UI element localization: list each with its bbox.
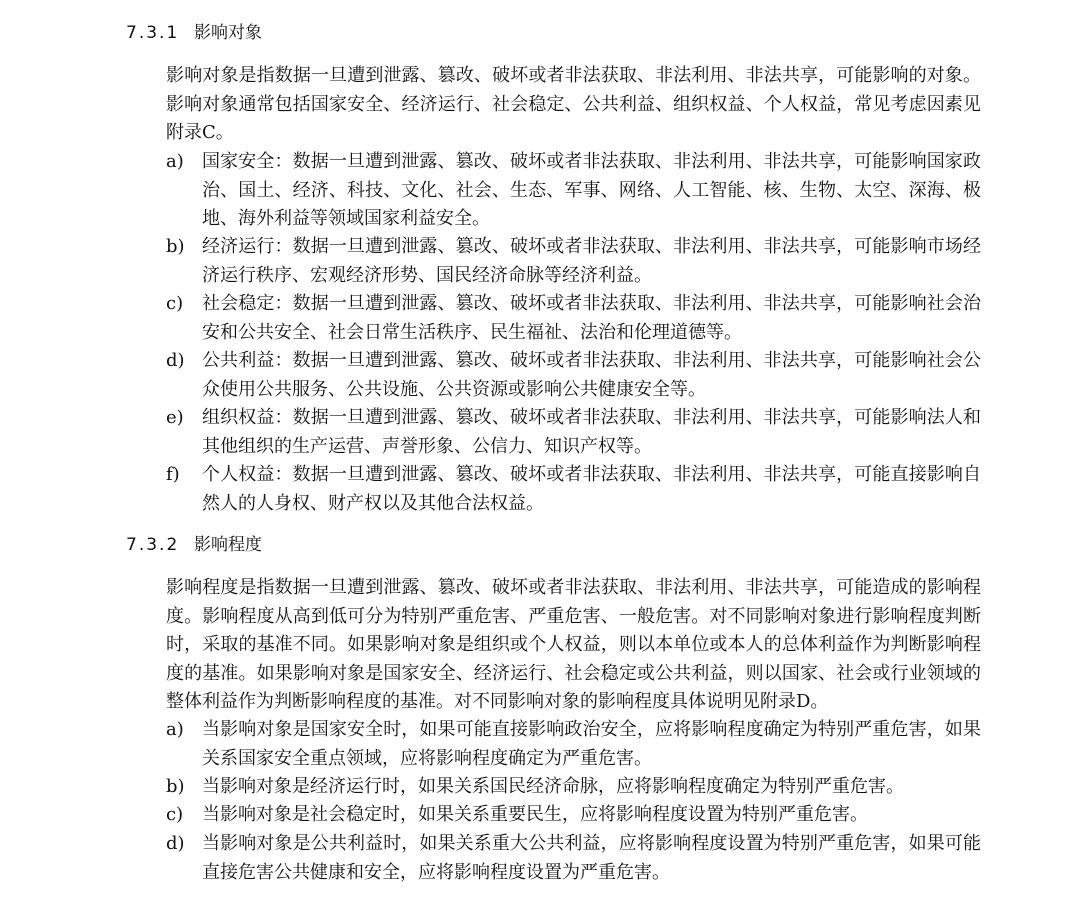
list-item-text: 公共利益：数据一旦遭到泄露、篡改、破坏或者非法获取、非法利用、非法共享，可能影响社会公众使用公共服务、公共设施、公共资源或影响公共健康安全等。: [202, 350, 981, 400]
list-item-text: 当影响对象是公共利益时，如果关系重大公共利益，应将影响程度设置为特别严重危害，如果可能直接危害公共健康和安全，应将影响程度设置为严重危害。: [202, 833, 981, 883]
section-intro-paragraph: [166, 574, 981, 717]
list-item-text: 经济运行：数据一旦遭到泄露、篡改、破坏或者非法获取、非法利用、非法共享，可能影响市场经济运行秩序、宏观经济形势、国民经济命脉等经济利益。: [202, 236, 981, 286]
list-item-text: 组织权益：数据一旦遭到泄露、篡改、破坏或者非法获取、非法利用、非法共享，可能影响法人和其他组织的生产运营、声誉形象、公信力、知识产权等。: [202, 407, 981, 457]
list-marker: a): [166, 151, 184, 172]
list-item: [166, 461, 981, 518]
list-item: [166, 233, 981, 290]
list-item: [166, 290, 981, 347]
list-marker: d): [166, 350, 185, 371]
list-marker: a): [166, 719, 184, 740]
list-marker: d): [166, 833, 185, 854]
section-intro-text: 影响对象是指数据一旦遭到泄露、篡改、破坏或者非法获取、非法利用、非法共享，可能影响的对象。影响对象通常包括国家安全、经济运行、社会稳定、公共利益、组织权益、个人权益，常见考虑因素见附录C。: [166, 65, 981, 143]
list-marker: c): [166, 804, 184, 825]
list-item-text: 国家安全：数据一旦遭到泄露、篡改、破坏或者非法获取、非法利用、非法共享，可能影响国家政治、国土、经济、科技、文化、社会、生态、军事、网络、人工智能、核、生物、太空、深海、极地、海外利益等领域国家利益安全。: [202, 151, 981, 229]
list-item-text: 个人权益：数据一旦遭到泄露、篡改、破坏或者非法获取、非法利用、非法共享，可能直接影响自然人的人身权、财产权以及其他合法权益。: [202, 464, 981, 514]
list-marker: e): [166, 407, 184, 428]
section-title: 影响对象: [194, 23, 262, 43]
list-item-text: 当影响对象是国家安全时，如果可能直接影响政治安全，应将影响程度确定为特别严重危害，如果关系国家安全重点领域，应将影响程度确定为严重危害。: [202, 719, 981, 769]
section-heading: [126, 21, 262, 45]
list-item: [166, 830, 981, 887]
list-item: [166, 148, 981, 234]
list-marker: c): [166, 293, 184, 314]
section-intro-paragraph: [166, 62, 981, 148]
list-item: [166, 404, 981, 461]
list-marker: f): [166, 464, 180, 485]
section-title: 影响程度: [194, 535, 262, 555]
list-item: [166, 801, 981, 830]
list-item-text: 当影响对象是经济运行时，如果关系国民经济命脉，应将影响程度确定为特别严重危害。: [202, 776, 904, 797]
list-item: [166, 716, 981, 773]
section-intro-text: 影响程度是指数据一旦遭到泄露、篡改、破坏或者非法获取、非法利用、非法共享，可能造成的影响程度。影响程度从高到低可分为特别严重危害、严重危害、一般危害。对不同影响对象进行影响程度判断时，采取的基准不同。如果影响对象是组织或个人权益，则以本单位或本人的总体利益作为判断影响程度的基准。如果影响对象是国家安全、经济运行、社会稳定或公共利益，则以国家、社会或行业领域的整体利益作为判断影响程度的基准。对不同影响对象的影响程度具体说明见附录D。: [166, 577, 981, 712]
section-heading: [126, 533, 262, 557]
section-number: 7.3.2: [126, 535, 180, 555]
list-item: [166, 773, 981, 802]
list-item-text: 社会稳定：数据一旦遭到泄露、篡改、破坏或者非法获取、非法利用、非法共享，可能影响社会治安和公共安全、社会日常生活秩序、民生福祉、法治和伦理道德等。: [202, 293, 981, 343]
list-item: [166, 347, 981, 404]
list-item-text: 当影响对象是社会稳定时，如果关系重要民生，应将影响程度设置为特别严重危害。: [202, 804, 868, 825]
list-marker: b): [166, 236, 185, 257]
list-marker: b): [166, 776, 185, 797]
section-number: 7.3.1: [126, 23, 180, 43]
